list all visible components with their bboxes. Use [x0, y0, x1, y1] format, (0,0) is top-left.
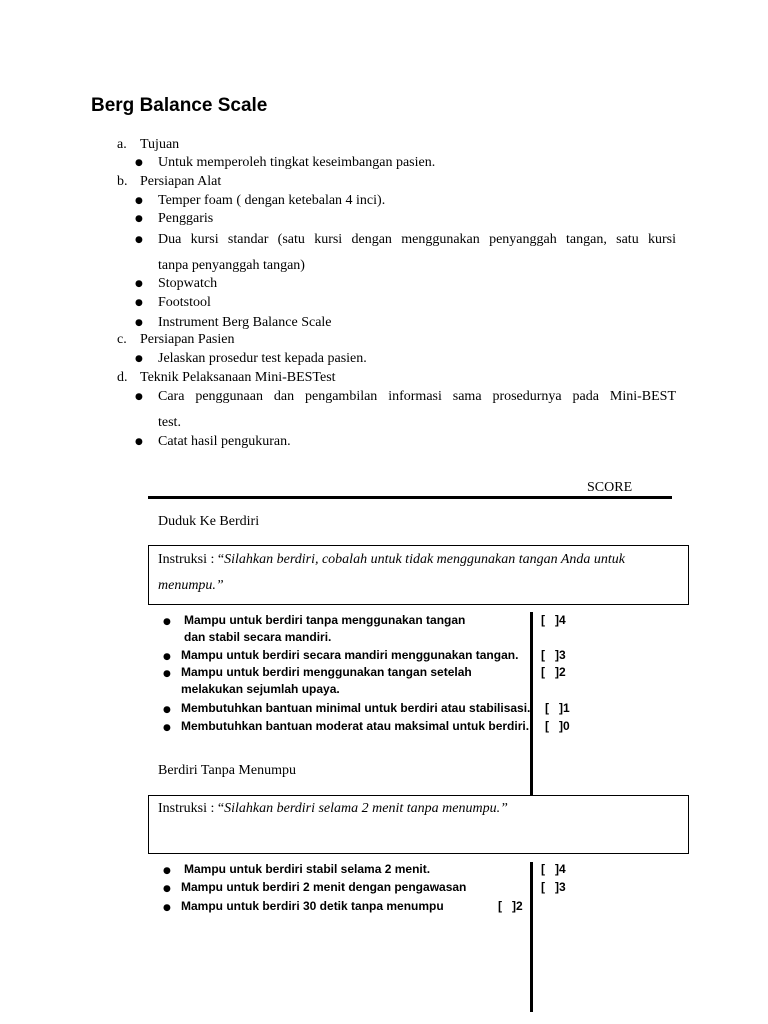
option-text: Mampu untuk berdiri secara mandiri menggunakan tangan.: [181, 648, 519, 662]
option-text: Mampu untuk berdiri tanpa menggunakan tangan: [184, 613, 466, 627]
option-text: Mampu untuk berdiri stabil selama 2 menit.: [184, 862, 431, 876]
section-a-marker: a.: [117, 137, 127, 152]
score-header: SCORE: [587, 480, 633, 495]
list-item: Footstool: [158, 295, 211, 310]
divider: [148, 496, 672, 499]
section-c-heading: Persiapan Pasien: [140, 332, 235, 347]
list-item: Jelaskan prosedur test kepada pasien.: [158, 351, 367, 366]
section-d-marker: d.: [117, 370, 128, 385]
section-b-heading: Persiapan Alat: [140, 174, 222, 189]
instruction-text-continuation: menumpu.”: [158, 578, 224, 593]
score-checkbox[interactable]: [ ]2: [541, 665, 566, 679]
option-text: Mampu untuk berdiri 30 detik tanpa menumpu: [181, 899, 444, 913]
bullet-icon: ●: [163, 652, 171, 662]
instruction-box: [148, 545, 689, 605]
list-item: Penggaris: [158, 211, 214, 226]
option-text-continuation: dan stabil secara mandiri.: [184, 630, 332, 644]
bullet-icon: ●: [163, 723, 171, 733]
score-column-line: [530, 862, 533, 1012]
bullet-icon: ●: [135, 392, 143, 402]
instruction-box: [148, 795, 689, 854]
list-item: Dua kursi standar (satu kursi dengan menggunakan penyanggah tangan, satu kursi: [158, 232, 676, 247]
score-checkbox[interactable]: [ ]2: [498, 899, 523, 913]
score-checkbox[interactable]: [ ]4: [541, 862, 566, 876]
option-text: Mampu untuk berdiri menggunakan tangan setelah: [181, 665, 472, 679]
item-heading: Duduk Ke Berdiri: [158, 514, 260, 529]
score-checkbox[interactable]: [ ]4: [541, 613, 566, 627]
bullet-icon: ●: [163, 617, 171, 627]
bullet-icon: ●: [135, 298, 143, 308]
item-heading: Berdiri Tanpa Menumpu: [158, 763, 296, 778]
bullet-icon: ●: [135, 437, 143, 447]
list-item-continuation: test.: [158, 415, 181, 430]
section-d-heading: Teknik Pelaksanaan Mini-BESTest: [140, 370, 336, 385]
bullet-icon: ●: [163, 866, 171, 876]
score-column-line: [530, 612, 533, 796]
section-b-marker: b.: [117, 174, 128, 189]
option-text: Membutuhkan bantuan minimal untuk berdiri atau stabilisasi.: [181, 701, 531, 715]
bullet-icon: ●: [135, 214, 143, 224]
bullet-icon: ●: [135, 158, 143, 168]
list-item: Cara penggunaan dan pengambilan informasi sama prosedurnya pada Mini-BEST: [158, 389, 676, 404]
option-text: Membutuhkan bantuan moderat atau maksimal untuk berdiri.: [181, 719, 530, 733]
bullet-icon: ●: [163, 669, 171, 679]
bullet-icon: ●: [135, 279, 143, 289]
option-text-continuation: melakukan sejumlah upaya.: [181, 682, 340, 696]
instruction-text: Instruksi : “Silahkan berdiri selama 2 menit tanpa menumpu.”: [158, 801, 508, 816]
score-checkbox[interactable]: [ ]1: [545, 701, 570, 715]
list-item: Untuk memperoleh tingkat keseimbangan pasien.: [158, 155, 436, 170]
bullet-icon: ●: [135, 196, 143, 206]
bullet-icon: ●: [135, 354, 143, 364]
bullet-icon: ●: [163, 903, 171, 913]
list-item: Stopwatch: [158, 276, 218, 291]
list-item-continuation: tanpa penyanggah tangan): [158, 258, 305, 273]
bullet-icon: ●: [135, 235, 143, 245]
list-item: Instrument Berg Balance Scale: [158, 315, 332, 330]
list-item: Temper foam ( dengan ketebalan 4 inci).: [158, 193, 386, 208]
bullet-icon: ●: [163, 884, 171, 894]
score-checkbox[interactable]: [ ]0: [545, 719, 570, 733]
bullet-icon: ●: [135, 318, 143, 328]
bullet-icon: ●: [163, 705, 171, 715]
section-a-heading: Tujuan: [140, 137, 180, 152]
list-item: Catat hasil pengukuran.: [158, 434, 291, 449]
score-checkbox[interactable]: [ ]3: [541, 648, 566, 662]
option-text: Mampu untuk berdiri 2 menit dengan pengawasan: [181, 880, 467, 894]
instruction-text: Instruksi : “Silahkan berdiri, cobalah untuk tidak menggunakan tangan Anda untuk: [158, 552, 626, 567]
score-checkbox[interactable]: [ ]3: [541, 880, 566, 894]
page-title: Berg Balance Scale: [91, 95, 268, 116]
section-c-marker: c.: [117, 332, 127, 347]
